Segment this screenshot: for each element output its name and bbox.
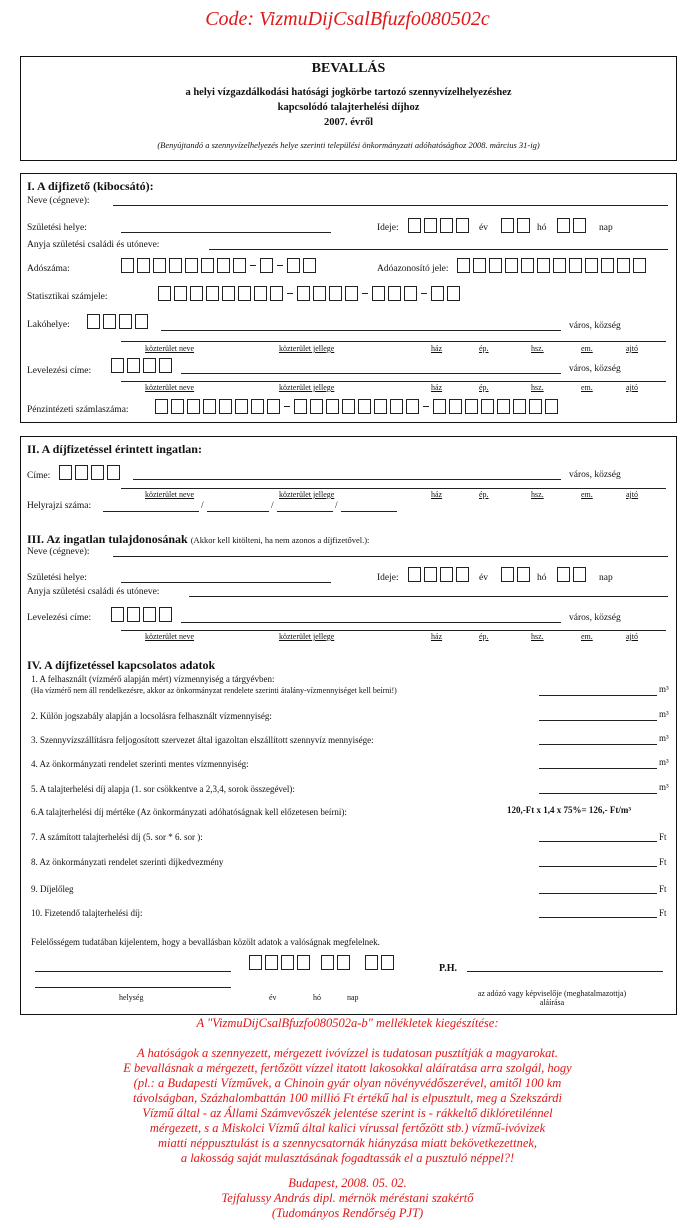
payer-residence-label: Lakóhelye: — [27, 320, 70, 330]
footer-line-1: A hatóságok a szennyezett, mérgezett ivóvízzel is tudatosan pusztítják a magyarokat. — [136, 1046, 558, 1060]
input-cell[interactable] — [251, 399, 264, 414]
payer-birth-month-cells[interactable] — [501, 218, 530, 233]
input-cell[interactable] — [217, 258, 230, 273]
input-cell[interactable] — [127, 607, 140, 622]
form-subtitle-2: kapcsolódó talajterhelési díjhoz — [277, 102, 420, 113]
data-item-4: 4. Az önkormányzati rendelet szerinti mentes vízmennyiség: — [31, 759, 249, 769]
input-cell[interactable] — [381, 955, 394, 970]
sub-door: ajtó — [626, 383, 638, 392]
input-cell[interactable] — [326, 399, 339, 414]
owner-mail-city-field[interactable] — [181, 622, 561, 623]
owner-birth-day-cells[interactable] — [557, 567, 586, 582]
property-city-label: város, község — [569, 470, 621, 480]
owner-mail-zip-cells[interactable] — [111, 607, 172, 622]
owner-mail-label: Levelezési címe: — [27, 613, 92, 623]
owner-date-label: Ideje: — [377, 573, 399, 583]
separator-dash — [423, 406, 429, 407]
input-cell[interactable] — [473, 258, 486, 273]
input-cell[interactable] — [91, 465, 104, 480]
footer-author: Tejfalussy András dipl. mérnök méréstani szakértő — [221, 1191, 474, 1205]
input-cell[interactable] — [174, 286, 187, 301]
owner-mail-address-field[interactable] — [121, 630, 666, 631]
input-cell[interactable] — [310, 399, 323, 414]
owner-day-unit: nap — [599, 573, 613, 583]
separator-dash — [362, 293, 368, 294]
payer-year-unit: év — [479, 223, 488, 233]
input-cell[interactable] — [159, 358, 172, 373]
property-zip-cells[interactable] — [59, 465, 120, 480]
data-item-10: 10. Fizetendő talajterhelési díj: — [31, 908, 143, 918]
input-cell[interactable] — [321, 955, 334, 970]
footer-line-7: miatti néppusztulást is a szennycsatornák hiányzása miatt bekövetkezettnek, — [157, 1136, 538, 1150]
data-item-3: 3. Szennyvízszállításra feljogosított szervezet által igazoltan elszállított szennyvíz mennyisége: — [31, 735, 374, 745]
payer-residence-city-label: város, község — [569, 321, 621, 331]
input-cell[interactable] — [155, 399, 168, 414]
input-cell[interactable] — [297, 955, 310, 970]
sign-year-label: év — [269, 993, 277, 1002]
input-cell[interactable] — [87, 314, 100, 329]
input-cell[interactable] — [75, 465, 88, 480]
sub-street: közterület neve — [145, 383, 195, 392]
input-cell[interactable] — [342, 399, 355, 414]
input-cell[interactable] — [529, 399, 542, 414]
separator-dash — [284, 406, 290, 407]
property-lot-label: Helyrajzi száma: — [27, 501, 92, 511]
data-item-10-unit: Ft — [659, 908, 667, 918]
data-item-5: 5. A talajterhelési díj alapja (1. sor csökkentve a 2,3,4, sorok összegével): — [31, 784, 295, 794]
owner-mother-label: Anyja születési családi és utóneve: — [27, 587, 160, 597]
input-cell[interactable] — [119, 314, 132, 329]
input-cell[interactable] — [329, 286, 342, 301]
data-item-2-unit: m³ — [659, 709, 669, 719]
sub-door: ajtó — [626, 344, 638, 353]
input-cell[interactable] — [557, 567, 570, 582]
input-cell[interactable] — [171, 399, 184, 414]
payer-tax-id-cells[interactable] — [457, 258, 646, 273]
input-cell[interactable] — [169, 258, 182, 273]
input-cell[interactable] — [135, 314, 148, 329]
place-field[interactable] — [35, 971, 231, 972]
data-item-4-unit: m³ — [659, 757, 669, 767]
sub-door: ajtó — [626, 632, 638, 641]
input-cell[interactable] — [505, 258, 518, 273]
input-cell[interactable] — [440, 218, 453, 233]
input-cell[interactable] — [121, 258, 134, 273]
input-cell[interactable] — [390, 399, 403, 414]
payer-residence-address-field[interactable] — [121, 341, 666, 342]
input-cell[interactable] — [372, 286, 385, 301]
signature-field[interactable] — [467, 971, 663, 972]
input-cell[interactable] — [187, 399, 200, 414]
payer-stat-cells[interactable] — [158, 286, 460, 301]
data-item-2: 2. Külön jogszabály alapján a locsolásra felhasznált vízmennyiség: — [31, 711, 272, 721]
sign-month-cells[interactable] — [321, 955, 350, 970]
input-cell[interactable] — [388, 286, 401, 301]
sub-floor: em. — [581, 632, 593, 641]
input-cell[interactable] — [447, 286, 460, 301]
payer-bank-label: Pénzintézeti számlaszáma: — [27, 405, 129, 415]
sign-day-cells[interactable] — [365, 955, 394, 970]
input-cell[interactable] — [111, 358, 124, 373]
payer-name-label: Neve (cégneve): — [27, 196, 90, 206]
data-item-4-field[interactable] — [539, 768, 657, 769]
sub-floor: em. — [581, 344, 593, 353]
footer-line-4: távolságban, Százhalombattán 100 millió Ft értékű hal is elpusztult, meg a Szekszárdi — [132, 1091, 563, 1105]
input-cell[interactable] — [153, 258, 166, 273]
data-item-7-unit: Ft — [659, 832, 667, 842]
input-cell[interactable] — [431, 286, 444, 301]
sub-building: ép. — [479, 383, 489, 392]
input-cell[interactable] — [345, 286, 358, 301]
data-item-1-unit: m³ — [659, 684, 669, 694]
footer-line-8: a lakosság saját mulasztásának fogadtassák el a pusztuló néppel?! — [180, 1151, 515, 1165]
input-cell[interactable] — [457, 258, 470, 273]
input-cell[interactable] — [254, 286, 267, 301]
input-cell[interactable] — [235, 399, 248, 414]
input-cell[interactable] — [433, 399, 446, 414]
payer-stat-label: Statisztikai számjele: — [27, 292, 108, 302]
separator-dash — [421, 293, 427, 294]
signature-label: az adózó vagy képviselője (meghatalmazottja) aláírása — [477, 989, 627, 1007]
input-cell[interactable] — [358, 399, 371, 414]
data-item-6: 6.A talajterhelési díj mértéke (Az önkormányzati adóhatóságnak kell előzetesen beírni): — [31, 807, 347, 817]
input-cell[interactable] — [408, 218, 421, 233]
data-item-1-note: (Ha vízmérő nem áll rendelkezésre, akkor az önkormányzat rendelete szerinti átalány-vízmennyiséget kell beírni!) — [31, 686, 397, 695]
input-cell[interactable] — [374, 399, 387, 414]
input-cell[interactable] — [59, 465, 72, 480]
data-item-10-field[interactable] — [539, 917, 657, 918]
property-city-field[interactable] — [133, 479, 561, 480]
input-cell[interactable] — [107, 465, 120, 480]
property-lot-field-4[interactable] — [341, 511, 397, 512]
sub-house: ház — [431, 632, 443, 641]
input-cell[interactable] — [219, 399, 232, 414]
payer-day-unit: nap — [599, 223, 613, 233]
data-item-1-field[interactable] — [539, 695, 657, 696]
payer-bank-cells[interactable] — [155, 399, 558, 414]
input-cell[interactable] — [103, 314, 116, 329]
payer-mail-city-field[interactable] — [181, 373, 561, 374]
payer-birth-year-cells[interactable] — [408, 218, 469, 233]
sub-type: közterület jellege — [279, 383, 335, 392]
owner-heading-note: (Akkor kell kitölteni, ha nem azonos a díjfizetővel.): — [190, 535, 370, 545]
input-cell[interactable] — [260, 258, 273, 273]
property-lot-field-2[interactable] — [207, 511, 269, 512]
input-cell[interactable] — [569, 258, 582, 273]
sub-house: ház — [431, 383, 443, 392]
input-cell[interactable] — [521, 258, 534, 273]
annex-note: A "VizmuDijCsalBfuzfo080502a-b" mellékletek kiegészítése: — [196, 1016, 499, 1030]
data-item-6-rate: 120,-Ft x 1,4 x 75%= 126,- Ft/m³ — [507, 805, 632, 815]
footer-date: Budapest, 2008. 05. 02. — [288, 1176, 407, 1190]
data-item-8: 8. Az önkormányzati rendelet szerinti díjkedvezmény — [31, 857, 224, 867]
payer-residence-zip-cells[interactable] — [87, 314, 148, 329]
place-label: helység — [119, 993, 144, 1002]
input-cell[interactable] — [440, 567, 453, 582]
property-address-label: Címe: — [27, 471, 51, 481]
sub-no: hsz. — [531, 344, 544, 353]
input-cell[interactable] — [238, 286, 251, 301]
separator-dash — [250, 265, 256, 266]
payer-date-label: Ideje: — [377, 223, 399, 233]
sub-type: közterület jellege — [279, 490, 335, 499]
input-cell[interactable] — [190, 286, 203, 301]
payer-tax-no-label: Adószáma: — [27, 264, 70, 274]
input-cell[interactable] — [222, 286, 235, 301]
input-cell[interactable] — [513, 399, 526, 414]
sign-month-label: hó — [313, 993, 321, 1002]
input-cell[interactable] — [313, 286, 326, 301]
payer-mail-address-field[interactable] — [121, 381, 666, 382]
input-cell[interactable] — [456, 567, 469, 582]
sub-house: ház — [431, 490, 443, 499]
sub-door: ajtó — [626, 490, 638, 499]
form-subtitle-3: 2007. évről — [324, 117, 373, 128]
input-cell[interactable] — [137, 258, 150, 273]
input-cell[interactable] — [456, 218, 469, 233]
input-cell[interactable] — [465, 399, 478, 414]
footer-line-3: (pl.: a Budapesti Vízművek, a Chinoin gyár olyan növényvédőszerével, amitől 100 km — [133, 1076, 562, 1090]
input-cell[interactable] — [294, 399, 307, 414]
input-cell[interactable] — [287, 258, 300, 273]
input-cell[interactable] — [497, 399, 510, 414]
document-code: Code: VizmuDijCsalBfuzfo080502c — [205, 8, 490, 30]
footer-org: (Tudományos Rendőrség PJT) — [271, 1206, 424, 1220]
input-cell[interactable] — [601, 258, 614, 273]
data-item-2-field[interactable] — [539, 720, 657, 721]
owner-month-unit: hó — [537, 573, 547, 583]
input-cell[interactable] — [489, 258, 502, 273]
input-cell[interactable] — [143, 358, 156, 373]
input-cell[interactable] — [517, 218, 530, 233]
input-cell[interactable] — [185, 258, 198, 273]
data-item-7: 7. A számított talajterhelési díj (5. sor * 6. sor ): — [31, 832, 203, 842]
data-item-8-field[interactable] — [539, 866, 657, 867]
owner-mail-city-label: város, község — [569, 613, 621, 623]
separator-dash — [287, 293, 293, 294]
input-cell[interactable] — [233, 258, 246, 273]
payer-mail-city-label: város, község — [569, 364, 621, 374]
input-cell[interactable] — [337, 955, 350, 970]
payer-mail-zip-cells[interactable] — [111, 358, 172, 373]
owner-year-unit: év — [479, 573, 488, 583]
owner-birthplace-label: Születési helye: — [27, 573, 87, 583]
owner-name-field[interactable] — [113, 556, 668, 557]
payer-month-unit: hó — [537, 223, 547, 233]
property-lot-field-1[interactable] — [103, 511, 199, 512]
declaration-text: Felelősségem tudatában kijelentem, hogy a bevallásban közölt adatok a valóságnak megfelelnek. — [31, 937, 380, 947]
input-cell[interactable] — [573, 567, 586, 582]
sub-building: ép. — [479, 490, 489, 499]
data-item-8-unit: Ft — [659, 857, 667, 867]
input-cell[interactable] — [633, 258, 646, 273]
sub-floor: em. — [581, 383, 593, 392]
section-data-heading: IV. A díjfizetéssel kapcsolatos adatok — [27, 658, 216, 672]
separator-dash — [277, 265, 283, 266]
lot-slash-2: / — [271, 501, 274, 511]
form-subtitle-1: a helyi vízgazdálkodási hatósági jogkörbe tartozó szennyvízelhelyezéshez — [185, 87, 512, 98]
payer-tax-id-label: Adóazonosító jele: — [377, 264, 449, 274]
data-item-9: 9. Díjelőleg — [31, 884, 74, 894]
input-cell[interactable] — [573, 218, 586, 233]
section-payer-heading: I. A díjfizető (kibocsátó): — [27, 179, 154, 193]
footer-line-6: mérgezett, s a Miskolci Vízmű által kalici vírussal fertőzött stb.) vízmű-ivóvizek — [149, 1121, 546, 1135]
payer-mother-field[interactable] — [209, 249, 668, 250]
input-cell[interactable] — [408, 567, 421, 582]
input-cell[interactable] — [143, 607, 156, 622]
input-cell[interactable] — [553, 258, 566, 273]
sub-house: ház — [431, 344, 443, 353]
submission-instruction: (Benyújtandó a szennyvízelhelyezés helye szerinti települési önkormányzati adóhatósághoz 2008. március 31-ig) — [157, 140, 540, 150]
payer-birth-day-cells[interactable] — [557, 218, 586, 233]
input-cell[interactable] — [501, 567, 514, 582]
sub-no: hsz. — [531, 632, 544, 641]
data-item-9-unit: Ft — [659, 884, 667, 894]
payer-residence-city-field[interactable] — [161, 330, 561, 331]
sub-no: hsz. — [531, 383, 544, 392]
input-cell[interactable] — [127, 358, 140, 373]
input-cell[interactable] — [545, 399, 558, 414]
section-property — [20, 436, 677, 1015]
footer-line-2: E bevallásnak a mérgezett, fertőzött vízzel itatott lakosokkal aláíratása arra szolgál, hogy — [123, 1061, 572, 1075]
data-item-7-field[interactable] — [539, 841, 657, 842]
payer-name-field[interactable] — [113, 205, 668, 206]
data-item-3-field[interactable] — [539, 744, 657, 745]
sub-no: hsz. — [531, 490, 544, 499]
data-item-5-field[interactable] — [539, 793, 657, 794]
input-cell[interactable] — [365, 955, 378, 970]
payer-mail-label: Levelezési címe: — [27, 366, 92, 376]
owner-heading-text: III. Az ingatlan tulajdonosának — [27, 532, 188, 546]
title-box — [20, 56, 677, 161]
input-cell[interactable] — [517, 567, 530, 582]
input-cell[interactable] — [404, 286, 417, 301]
input-cell[interactable] — [249, 955, 262, 970]
sub-type: közterület jellege — [279, 344, 335, 353]
owner-birth-year-cells[interactable] — [408, 567, 469, 582]
input-cell[interactable] — [281, 955, 294, 970]
sign-year-cells[interactable] — [249, 955, 310, 970]
input-cell[interactable] — [203, 399, 216, 414]
input-cell[interactable] — [501, 218, 514, 233]
payer-tax-no-cells[interactable] — [121, 258, 316, 273]
input-cell[interactable] — [111, 607, 124, 622]
input-cell[interactable] — [481, 399, 494, 414]
data-item-5-unit: m³ — [659, 782, 669, 792]
input-cell[interactable] — [303, 258, 316, 273]
property-lot-field-3[interactable] — [277, 511, 333, 512]
input-cell[interactable] — [424, 567, 437, 582]
data-item-9-field[interactable] — [539, 893, 657, 894]
input-cell[interactable] — [267, 399, 280, 414]
input-cell[interactable] — [449, 399, 462, 414]
footer-line-5: Vízmű által - az Állami Számvevőszék jelentése szerint is - rákkeltő diklóretilénnel — [142, 1106, 553, 1120]
input-cell[interactable] — [265, 955, 278, 970]
seal-label: P.H. — [439, 963, 457, 974]
payer-mother-label: Anyja születési családi és utóneve: — [27, 240, 160, 250]
input-cell[interactable] — [617, 258, 630, 273]
input-cell[interactable] — [159, 607, 172, 622]
input-cell[interactable] — [557, 218, 570, 233]
section-property-heading: II. A díjfizetéssel érintett ingatlan: — [27, 442, 202, 456]
section-payer — [20, 173, 677, 423]
sub-building: ép. — [479, 632, 489, 641]
sub-floor: em. — [581, 490, 593, 499]
sub-street: közterület neve — [145, 490, 195, 499]
input-cell[interactable] — [158, 286, 171, 301]
owner-birth-month-cells[interactable] — [501, 567, 530, 582]
sub-street: közterület neve — [145, 632, 195, 641]
data-item-1: 1. A felhasznált (vízmérő alapján mért) vízmennyiség a tárgyévben: — [31, 674, 275, 684]
input-cell[interactable] — [424, 218, 437, 233]
sub-building: ép. — [479, 344, 489, 353]
property-address-field[interactable] — [121, 488, 666, 489]
lot-slash-3: / — [335, 501, 338, 511]
input-cell[interactable] — [585, 258, 598, 273]
payer-birthplace-label: Születési helye: — [27, 223, 87, 233]
owner-birthplace-field[interactable] — [121, 582, 331, 583]
place-field-2[interactable] — [35, 987, 231, 988]
input-cell[interactable] — [297, 286, 310, 301]
owner-mother-field[interactable] — [189, 596, 668, 597]
sub-street: közterület neve — [145, 344, 195, 353]
data-item-3-unit: m³ — [659, 733, 669, 743]
input-cell[interactable] — [206, 286, 219, 301]
owner-name-label: Neve (cégneve): — [27, 547, 90, 557]
input-cell[interactable] — [270, 286, 283, 301]
input-cell[interactable] — [406, 399, 419, 414]
input-cell[interactable] — [201, 258, 214, 273]
section-owner-heading — [27, 532, 369, 547]
lot-slash-1: / — [201, 501, 204, 511]
input-cell[interactable] — [537, 258, 550, 273]
sign-day-label: nap — [347, 993, 359, 1002]
form-title: BEVALLÁS — [311, 61, 386, 76]
sub-type: közterület jellege — [279, 632, 335, 641]
payer-birthplace-field[interactable] — [121, 232, 331, 233]
